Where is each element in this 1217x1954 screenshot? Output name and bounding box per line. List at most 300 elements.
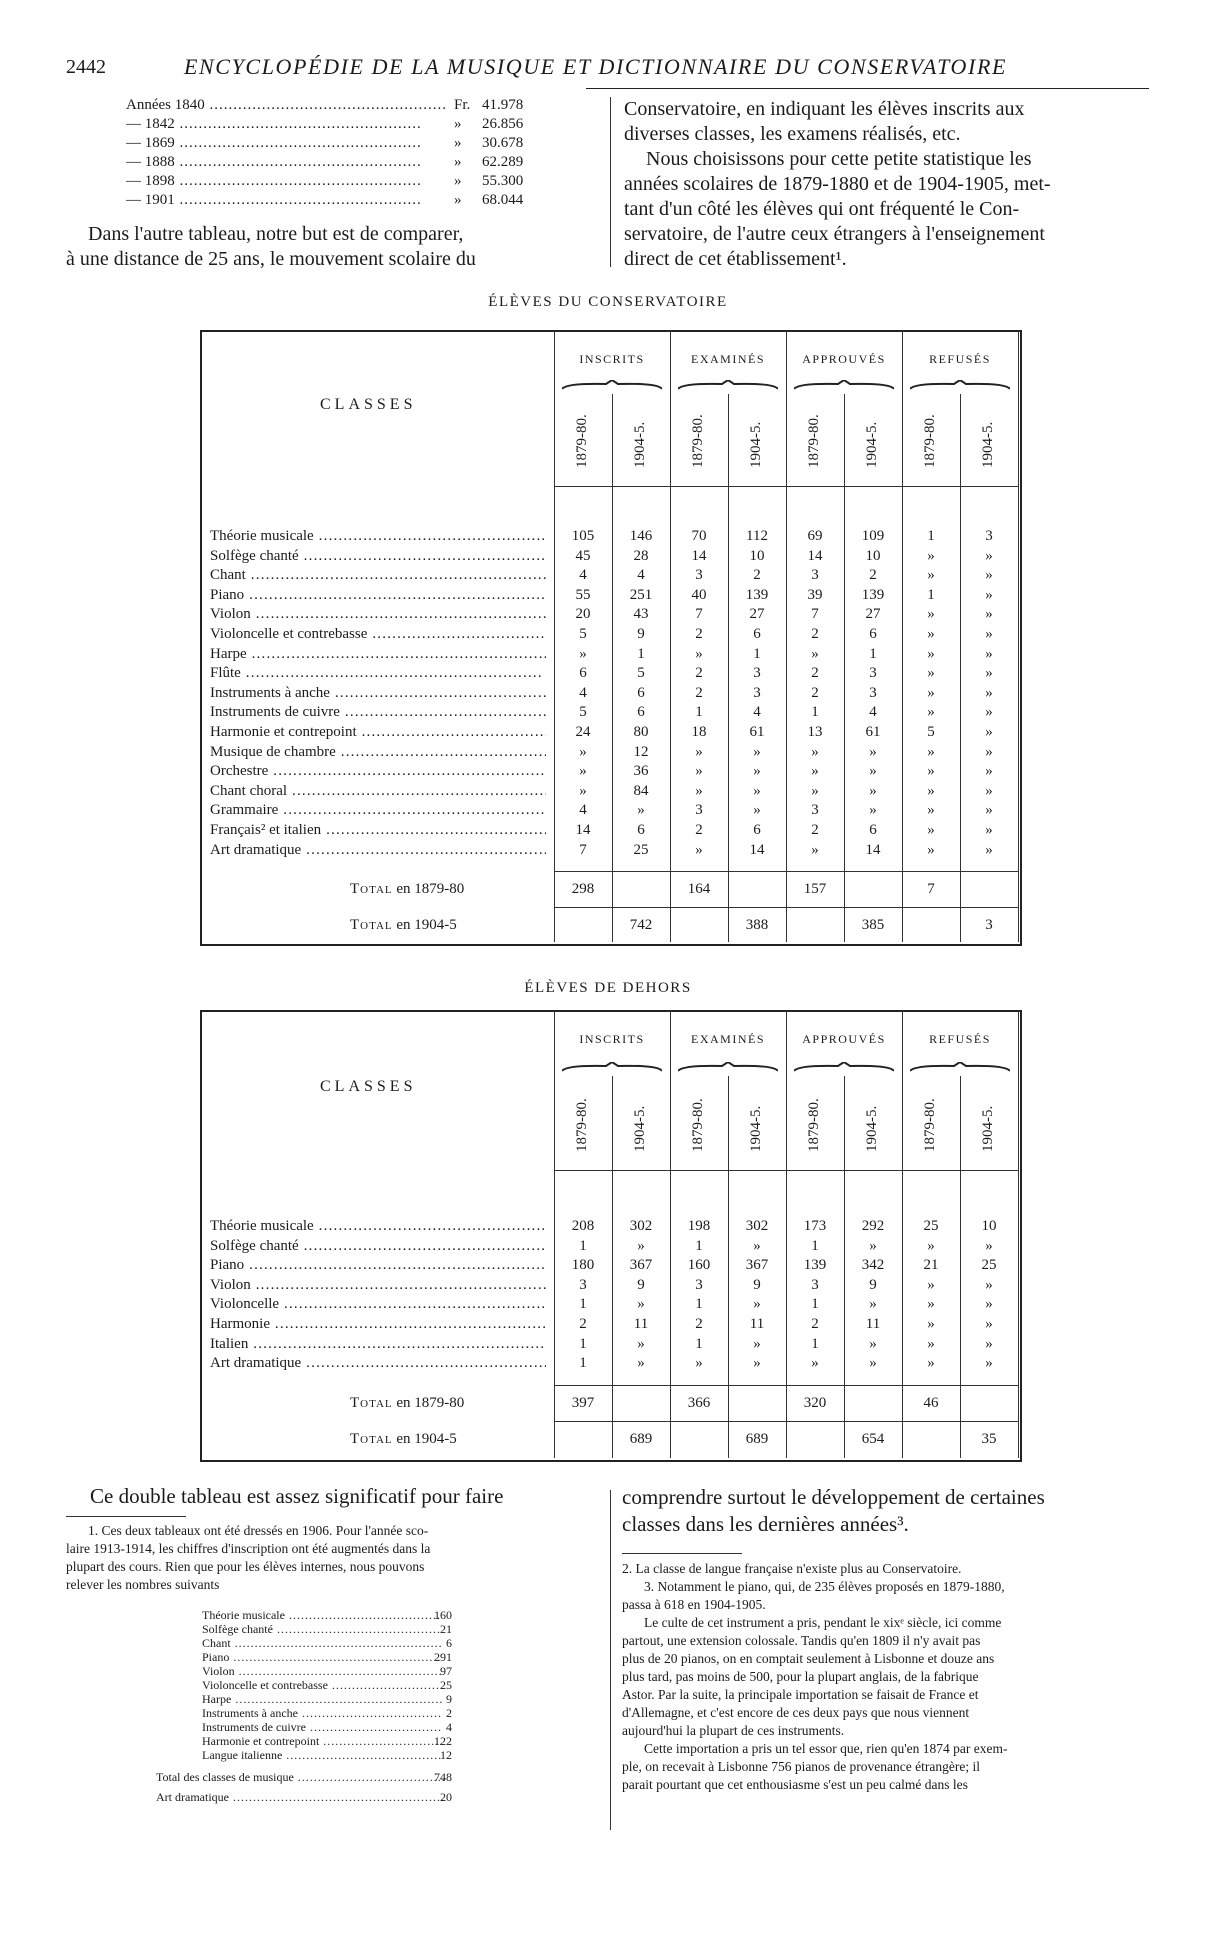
total-label [350,881,464,898]
table-cell: » [927,763,935,780]
total-cell: 7 [927,881,935,898]
table-cell: 6 [637,684,645,701]
table-cell: 1 [927,586,935,603]
column-divider [610,97,611,267]
table-cell: 1 [927,528,935,544]
table-cell: 6 [753,626,761,642]
table-cell: » [869,1355,877,1372]
row-label: Grammaire ..... [210,802,546,819]
row-label: Art dramatique ..... [210,842,546,859]
total-label [350,917,457,934]
total-cell: 298 [571,881,595,898]
table-cell: 251 [629,586,653,603]
total-cell: 689 [745,1430,769,1447]
table-cell: » [927,1335,935,1352]
footnote-list-row [92,1692,482,1706]
group-header: EXAMINÉS [691,1032,765,1046]
table-cell: 160 [687,1257,711,1274]
brace-icon [562,380,662,390]
total-line [554,1421,1018,1422]
table-cell: 6 [869,626,877,642]
row-label: Piano ..... [210,587,546,604]
table-cell: 2 [695,1316,703,1332]
table-cell: 198 [687,1218,711,1234]
table-cell: 1 [695,1296,703,1313]
table-cell: 14 [865,841,881,858]
table-cell: » [753,1335,761,1352]
paragraph-line: Nous choisissons pour cette petite statistique les [646,148,1032,170]
table-cell: 3 [985,528,993,544]
header-rule [586,88,1149,89]
table-cell: 39 [807,586,823,603]
footnote-list-value: 4 [446,1720,452,1734]
year-header: 1904-5. [748,421,764,468]
paragraph-line: Conservatoire, en indiquant les élèves inscrits aux [624,98,1025,120]
paragraph-line: diverses classes, les examens réalisés, etc. [624,123,961,145]
revenue-year: — 1869 ..... [126,135,446,152]
year-header: 1904-5. [632,1105,648,1152]
table-cell: 139 [745,586,769,603]
revenue-currency: » [454,154,462,170]
total-cell: 157 [803,881,827,898]
footnote-list-label: Violon ..... [202,1664,442,1679]
table-cell: 2 [695,822,703,838]
year-header: 1904-5. [748,1105,764,1152]
row-label: Violon ..... [210,1277,546,1294]
footnote-line: plus tard, pas moins de 500, pour la plupart anglais, de la fabrique [622,1669,979,1684]
row-label: Musique de chambre ..... [210,744,546,761]
brace-icon [910,380,1010,390]
table-cell: » [927,743,935,760]
table-cell: 6 [637,704,645,721]
table-cell: 10 [749,547,765,564]
bottom-column-divider [610,1490,611,1830]
footnote-list-value: 2 [446,1706,452,1720]
year-header: 1879-80. [806,414,822,468]
table-cell: 3 [579,1276,587,1293]
table-cell: » [927,684,935,701]
table-cell: » [927,626,935,642]
table-cell: » [985,626,993,642]
revenue-value: 30.678 [482,135,524,151]
table-cell: 4 [753,704,761,721]
table-cell: » [927,645,935,662]
row-label: Piano ..... [210,1257,546,1274]
table-cell: » [985,665,993,682]
table-cell: » [753,743,761,760]
table-cell: 4 [579,567,587,584]
table-cell: 105 [571,528,595,544]
table-cell: 18 [691,724,707,740]
group-header: INSCRITS [579,1032,645,1046]
footnote-line: passa à 618 en 1904-1905. [622,1597,766,1612]
row-label: Français² et italien ..... [210,822,546,839]
paragraph-line: Dans l'autre tableau, notre but est de comparer, [88,223,464,245]
row-label: Harmonie ..... [210,1316,546,1333]
footnote-list-value: 9 [446,1692,452,1706]
table-cell: 6 [869,822,877,838]
row-label: Harpe ..... [210,646,546,663]
footnote-line: Le culte de cet instrument a pris, pendant le xixᵉ siècle, ici comme [644,1615,1002,1630]
row-label: Instruments de cuivre ..... [210,704,546,721]
table-cell: 45 [575,547,591,564]
revenue-value: 62.289 [482,154,524,170]
paragraph-line: direct de cet établissement¹. [624,248,847,270]
classes-header: CLASSES [320,1078,417,1095]
table-cell: 14 [749,841,765,858]
total-line [554,1385,1018,1386]
table-cell: » [985,841,993,858]
total-label [350,1395,464,1412]
table-cell: » [811,763,819,780]
table-cell: » [927,841,935,858]
table-cell: » [811,743,819,760]
year-header: 1904-5. [864,1105,880,1152]
table-cell: » [927,704,935,721]
table-cell: 80 [633,724,649,740]
table-cell: 3 [811,1276,819,1293]
row-label: Solfège chanté ..... [210,1238,546,1255]
column-line [1018,330,1019,942]
table-cell: 10 [865,547,881,564]
total-cell: 35 [981,1430,997,1447]
table-cell: 9 [869,1276,877,1293]
total-label [350,1431,457,1448]
table-cell: » [985,724,993,740]
table-cell: » [695,763,703,780]
table-cell: » [753,782,761,799]
footnote-line: 1. Ces deux tableaux ont été dressés en 1906. Pour l'année sco- [88,1523,429,1538]
page-header [66,52,1149,92]
revenue-row [96,192,546,212]
table-cell: 5 [927,724,935,740]
footnote-list-value: 25 [440,1678,452,1692]
revenue-currency: Fr. [454,97,471,113]
table-cell: » [695,782,703,799]
table-cell: 1 [579,1296,587,1313]
table-cell: 1 [811,704,819,721]
header-line [554,486,1018,487]
table-cell: » [985,567,993,584]
revenue-currency: » [454,173,462,189]
footnote-1 [66,1522,596,1594]
footnote-right-rule [622,1553,742,1554]
table-cell: » [985,763,993,780]
footnote-line: Astor. Par la suite, la principale importation se faisait de France et [622,1687,979,1702]
footnote-list-value: 21 [440,1622,452,1636]
table-cell: » [869,802,877,819]
total-prefix: Total [350,881,393,898]
table-cell: 5 [579,626,587,642]
table-cell: » [985,782,993,799]
table-cell: 2 [811,1316,819,1332]
table-cell: 2 [695,626,703,642]
row-label: Italien ..... [210,1336,546,1353]
row-label: Art dramatique ..... [210,1355,546,1372]
table-cell: » [985,1316,993,1332]
total-cell: 654 [861,1430,885,1447]
table-cell: » [927,1355,935,1372]
table-cell: 302 [629,1218,653,1234]
year-header: 1904-5. [980,421,996,468]
year-header: 1879-80. [690,1098,706,1152]
table-cell: » [811,645,819,662]
table-cell: 6 [579,665,587,682]
table-cell: 70 [691,528,707,544]
footnote-list-row [92,1650,482,1664]
year-header: 1879-80. [922,414,938,468]
year-header: 1904-5. [980,1105,996,1152]
table-cell: » [695,841,703,858]
total-cell: 742 [629,917,653,934]
table-cell: » [753,1296,761,1313]
paragraph-line: tant d'un côté les élèves qui ont fréquenté le Con- [624,198,1020,220]
total-cell: 3 [985,917,993,934]
revenue-year: — 1842 ..... [126,116,446,133]
table-cell: 139 [803,1257,827,1274]
table-cell: 109 [861,528,885,544]
table-cell: » [985,1335,993,1352]
footnote-list-value: 122 [434,1734,452,1748]
footnote-list-row [92,1636,482,1650]
table-cell: 1 [869,645,877,662]
table-cell: » [985,1355,993,1372]
footnote-list-row [92,1734,482,1748]
row-label: Chant choral ..... [210,783,546,800]
total-text: en 1904-5 [392,917,457,934]
table-cell: » [927,822,935,838]
table-cell: 1 [695,1237,703,1254]
table-cell: » [927,802,935,819]
table-cell: 292 [861,1218,885,1234]
revenue-row [96,173,546,193]
brace-icon [678,1062,778,1072]
table-cell: 3 [753,665,761,682]
footnote-list-value: 291 [434,1650,452,1664]
total-cell: 320 [803,1394,827,1411]
footnote-total-value: 748 [434,1770,452,1784]
header-line [554,1170,1018,1171]
revenue-year: — 1898 ..... [126,173,446,190]
table-cell: » [985,586,993,603]
footnote-list-row [92,1720,482,1734]
footnote-line: plupart des cours. Rien que pour les élèves internes, nous pouvons [66,1559,425,1574]
table-cell: 25 [633,841,649,858]
table-cell: 4 [579,684,587,701]
table-cell: 69 [807,528,823,544]
table-cell: » [869,763,877,780]
table-cell: 208 [571,1218,595,1234]
year-header: 1904-5. [864,421,880,468]
table-cell: 2 [811,665,819,682]
footnote-rule [66,1516,186,1517]
table-cell: » [695,645,703,662]
footnote-list-value: 97 [440,1664,452,1678]
table-cell: » [985,822,993,838]
table-cell: » [985,1276,993,1293]
table-cell: 2 [869,567,877,584]
total-cell: 46 [923,1394,939,1411]
year-header: 1904-5. [632,421,648,468]
footnote-line: partout, une extension colossale. Tandis qu'en 1809 il n'y avait pas [622,1633,981,1648]
total-text: en 1904-5 [392,1430,457,1447]
table-cell: 1 [811,1335,819,1352]
left-paragraph [66,222,596,272]
brace-icon [794,380,894,390]
table-cell: 3 [869,665,877,682]
total-cell: 689 [629,1430,653,1447]
paragraph-line: comprendre surtout le développement de certaines [622,1485,1045,1509]
table-cell: 27 [749,606,765,623]
table-cell: » [927,1316,935,1332]
paragraph-line: servatoire, de l'autre ceux étrangers à l'enseignement [624,223,1045,245]
table-cell: 21 [923,1257,939,1274]
brace-icon [562,1062,662,1072]
table-cell: » [927,547,935,564]
footnote-line: d'Allemagne, et c'est encore de ces deux pays que nous viennent [622,1705,970,1720]
table-cell: 1 [695,1335,703,1352]
table-cell: 173 [803,1218,827,1234]
total-cell: 164 [687,881,711,898]
table-cell: 9 [637,1276,645,1293]
table-cell: » [637,1335,645,1352]
footnote-line: parait pourtant que cet enthousiasme s'est un peu calmé dans les [622,1777,968,1792]
table-cell: 2 [811,822,819,838]
table-cell: 2 [811,626,819,642]
page-number: 2442 [66,56,106,78]
revenue-year: — 1888 ..... [126,154,446,171]
table-cell: » [637,1237,645,1254]
table-cell: » [637,802,645,819]
group-header: REFUSÉS [929,1032,991,1046]
total-prefix: Total [350,917,393,934]
table1-caption: ÉLÈVES DU CONSERVATOIRE [488,294,728,310]
table-cell: » [753,1355,761,1372]
table-cell: 4 [637,567,645,584]
table-cell: » [579,743,587,760]
table-cell: 1 [579,1335,587,1352]
footnotes-right [622,1560,1152,1794]
table-cell: » [985,1237,993,1254]
total-cell: 366 [687,1394,711,1411]
footnote-list-row [92,1678,482,1692]
row-label: Solfège chanté ..... [210,548,546,565]
table-cell: 2 [579,1316,587,1332]
total-cell: 388 [745,917,769,934]
table-cell: 2 [811,684,819,701]
table-cell: 61 [865,724,881,740]
table-cell: 1 [579,1237,587,1254]
table-cell: 4 [579,802,587,819]
table-cell: 27 [865,606,881,623]
table-cell: » [811,1355,819,1372]
table-cell: » [869,1237,877,1254]
row-label: Théorie musicale ..... [210,528,546,545]
footnote-list-label: Langue italienne ..... [202,1748,442,1763]
table-cell: » [927,665,935,682]
table-cell: » [985,704,993,721]
footnote-list-value: 6 [446,1636,452,1650]
table-cell: 3 [869,684,877,701]
footnote-list-label: Instruments à anche ..... [202,1706,442,1721]
total-prefix: Total [350,1430,393,1447]
total-prefix: Total [350,1394,393,1411]
year-header: 1879-80. [574,1098,590,1152]
row-label: Instruments à anche ..... [210,685,546,702]
footnote-line: Cette importation a pris un tel essor que, rien qu'en 1874 par exem- [644,1741,1008,1756]
year-header: 1879-80. [806,1098,822,1152]
row-label: Orchestre ..... [210,763,546,780]
paragraph-line: classes dans les dernières années³. [622,1512,909,1536]
classes-header: CLASSES [320,396,417,413]
footnote-list-row [92,1622,482,1636]
row-label: Flûte ..... [210,665,546,682]
group-header: APPROUVÉS [802,1032,886,1046]
footnote-list-label: Violoncelle et contrebasse ..... [202,1678,442,1693]
footnote-total-label: Art dramatique ..... [156,1790,446,1805]
footnote-2: 2. La classe de langue française n'existe plus au Conservatoire. [622,1561,962,1576]
table-cell: 139 [861,586,885,603]
row-label: Harmonie et contrepoint ..... [210,724,546,741]
footnote-list-value: 160 [434,1608,452,1622]
group-header: INSCRITS [579,352,645,366]
table-cell: 2 [753,567,761,584]
paragraph-line: à une distance de 25 ans, le mouvement scolaire du [66,248,476,270]
table-cell: 20 [575,606,591,623]
footnote-total-row [92,1770,482,1784]
table2-caption: ÉLÈVES DE DEHORS [524,980,692,996]
table-cell: 3 [695,1276,703,1293]
table-cell: 367 [629,1257,653,1274]
table-cell: » [927,782,935,799]
table-cell: » [927,1237,935,1254]
table-cell: » [869,782,877,799]
revenue-row [96,97,546,117]
table-cell: 84 [633,782,649,799]
table-cell: » [869,743,877,760]
brace-icon [678,380,778,390]
table-cell: 4 [869,704,877,721]
footnote-line: laire 1913-1914, les chiffres d'inscription ont été augmentés dans la [66,1541,431,1556]
year-header: 1879-80. [690,414,706,468]
year-header: 1879-80. [574,414,590,468]
table-cell: 180 [571,1257,595,1274]
table-cell: » [811,841,819,858]
table-cell: 3 [811,802,819,819]
table-cell: 5 [579,704,587,721]
footnote-list-label: Harmonie et contrepoint ..... [202,1734,442,1749]
footnote-list-label: Harpe ..... [202,1692,442,1707]
table-cell: » [927,1296,935,1313]
table-cell: 6 [637,822,645,838]
table-cell: 1 [579,1355,587,1372]
column-line [1018,1010,1019,1458]
table-cell: » [985,802,993,819]
table-cell: 25 [981,1257,997,1274]
footnote-line: plus de 20 pianos, on en comptait seulement à Lisbonne et douze ans [622,1651,995,1666]
group-header: EXAMINÉS [691,352,765,366]
table-cell: 12 [633,743,649,760]
table-cell: 28 [633,547,649,564]
table-cell: 302 [745,1218,769,1234]
year-header: 1879-80. [922,1098,938,1152]
footnote-line: ple, on recevait à Lisbonne 756 pianos de provenance étrangère; il [622,1759,980,1774]
table-cell: » [637,1355,645,1372]
table-cell: » [985,645,993,662]
total-text: en 1879-80 [392,1394,465,1411]
table-cell: 7 [579,841,587,858]
table-cell: » [753,1237,761,1254]
